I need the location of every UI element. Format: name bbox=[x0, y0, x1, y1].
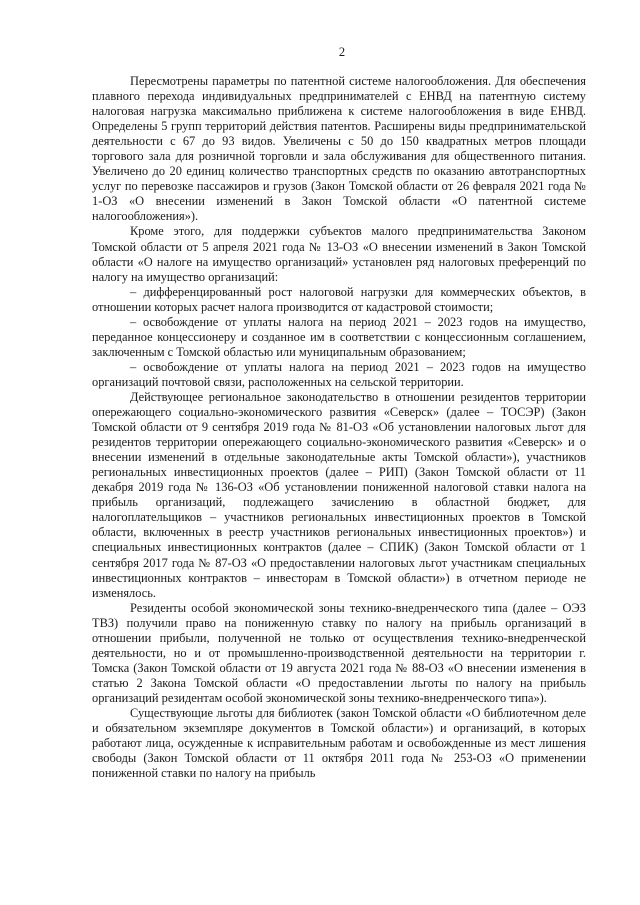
list-item-differentiated-growth: – дифференцированный рост налоговой нагрузки для коммерческих объектов, в отношении которых расчет налога производится от кадастровой стоимости; bbox=[92, 284, 586, 314]
paragraph-sez-residents: Резиденты особой экономической зоны технико-внедренческого типа (далее – ОЭЗ ТВЗ) получили право на пониженную ставку по налогу на прибыль организаций в отношении прибыли, полученной не только от осуществления технико-внедренческой деятельности, но и от промышленно-производственной деятельности на территории г. Томска (Закон Томской области от 19 августа 2021 года № 88-ОЗ «О внесении изменения в статью 2 Закона Томской области «О предоставлении льготы по налогу на прибыль организаций резидентам особой экономической зоны технико-внедренческого типа»). bbox=[92, 600, 586, 705]
paragraph-regional-legislation: Действующее региональное законодательство в отношении резидентов территории опережающего социально-экономического развития «Северск» (далее – ТОСЭР) (Закон Томской области от 9 сентября 2019 года № 81-ОЗ «Об установлении налоговых льгот для резидентов территории опережающего социально-экономического развития «Северск» и о внесении изменений в отдельные законодательные акты Томской области»), участников региональных инвестиционных проектов (далее – РИП) (Закон Томской области от 11 декабря 2019 года № 136-ОЗ «Об установлении пониженной налоговой ставки налога на прибыль организаций, подлежащего зачислению в областной бюджет, для налогоплательщиков – участников региональных инвестиционных проектов в Томской области, включенных в реестр участников региональных инвестиционных проектов») и специальных инвестиционных контрактов (далее – СПИК) (Закон Томской области от 1 сентября 2017 года № 87-ОЗ «О предоставлении налоговых льгот участникам специальных инвестиционных контрактов – инвесторам в Томской области») в отчетном периоде не изменялось. bbox=[92, 389, 586, 600]
paragraph-patent-system: Пересмотрены параметры по патентной системе налогообложения. Для обеспечения плавного перехода индивидуальных предпринимателей с ЕНВД на патентную систему налоговая нагрузка максимально приближена к системе налогообложения в виде ЕНВД. Определены 5 групп территорий действия патентов. Расширены виды предпринимательской деятельности с 67 до 93 видов. Увеличены с 50 до 150 квадратных метров площади торгового зала для розничной торговли и зала обслуживания для общественного питания. Увеличено до 20 единиц количество транспортных средств по оказанию автотранспортных услуг по перевозке пассажиров и грузов (Закон Томской области от 26 февраля 2021 года № 1-ОЗ «О внесении изменений в Закон Томской области «О патентной системе налогообложения»). bbox=[92, 74, 586, 224]
document-body bbox=[92, 74, 586, 781]
list-item-concession-exemption: – освобождение от уплаты налога на период 2021 – 2023 годов на имущество, переданное концессионеру и созданное им в соответствии с концессионным соглашением, заключенным с Томской областью или муниципальным образованием; bbox=[92, 314, 586, 359]
page-number: 2 bbox=[338, 45, 346, 59]
paragraph-library-benefits: Существующие льготы для библиотек (закон Томской области «О библиотечном деле и обязательном экземпляре документов в Томской области») и организаций, в которых работают лица, осужденные к исправительным работам и освобожденные из мест лишения свободы (Закон Томской области от 11 октября 2011 года № 253-ОЗ «О применении пониженной ставки по налогу на прибыль bbox=[92, 705, 586, 781]
paragraph-property-tax-intro: Кроме этого, для поддержки субъектов малого предпринимательства Законом Томской области от 5 апреля 2021 года № 13-ОЗ «О внесении изменений в Закон Томской области «О налоге на имущество организаций» установлен ряд налоговых преференций по налогу на имущество организаций: bbox=[92, 224, 586, 284]
list-item-postal-exemption: – освобождение от уплаты налога на период 2021 – 2023 годов на имущество организаций почтовой связи, расположенных на сельской территории. bbox=[92, 359, 586, 389]
